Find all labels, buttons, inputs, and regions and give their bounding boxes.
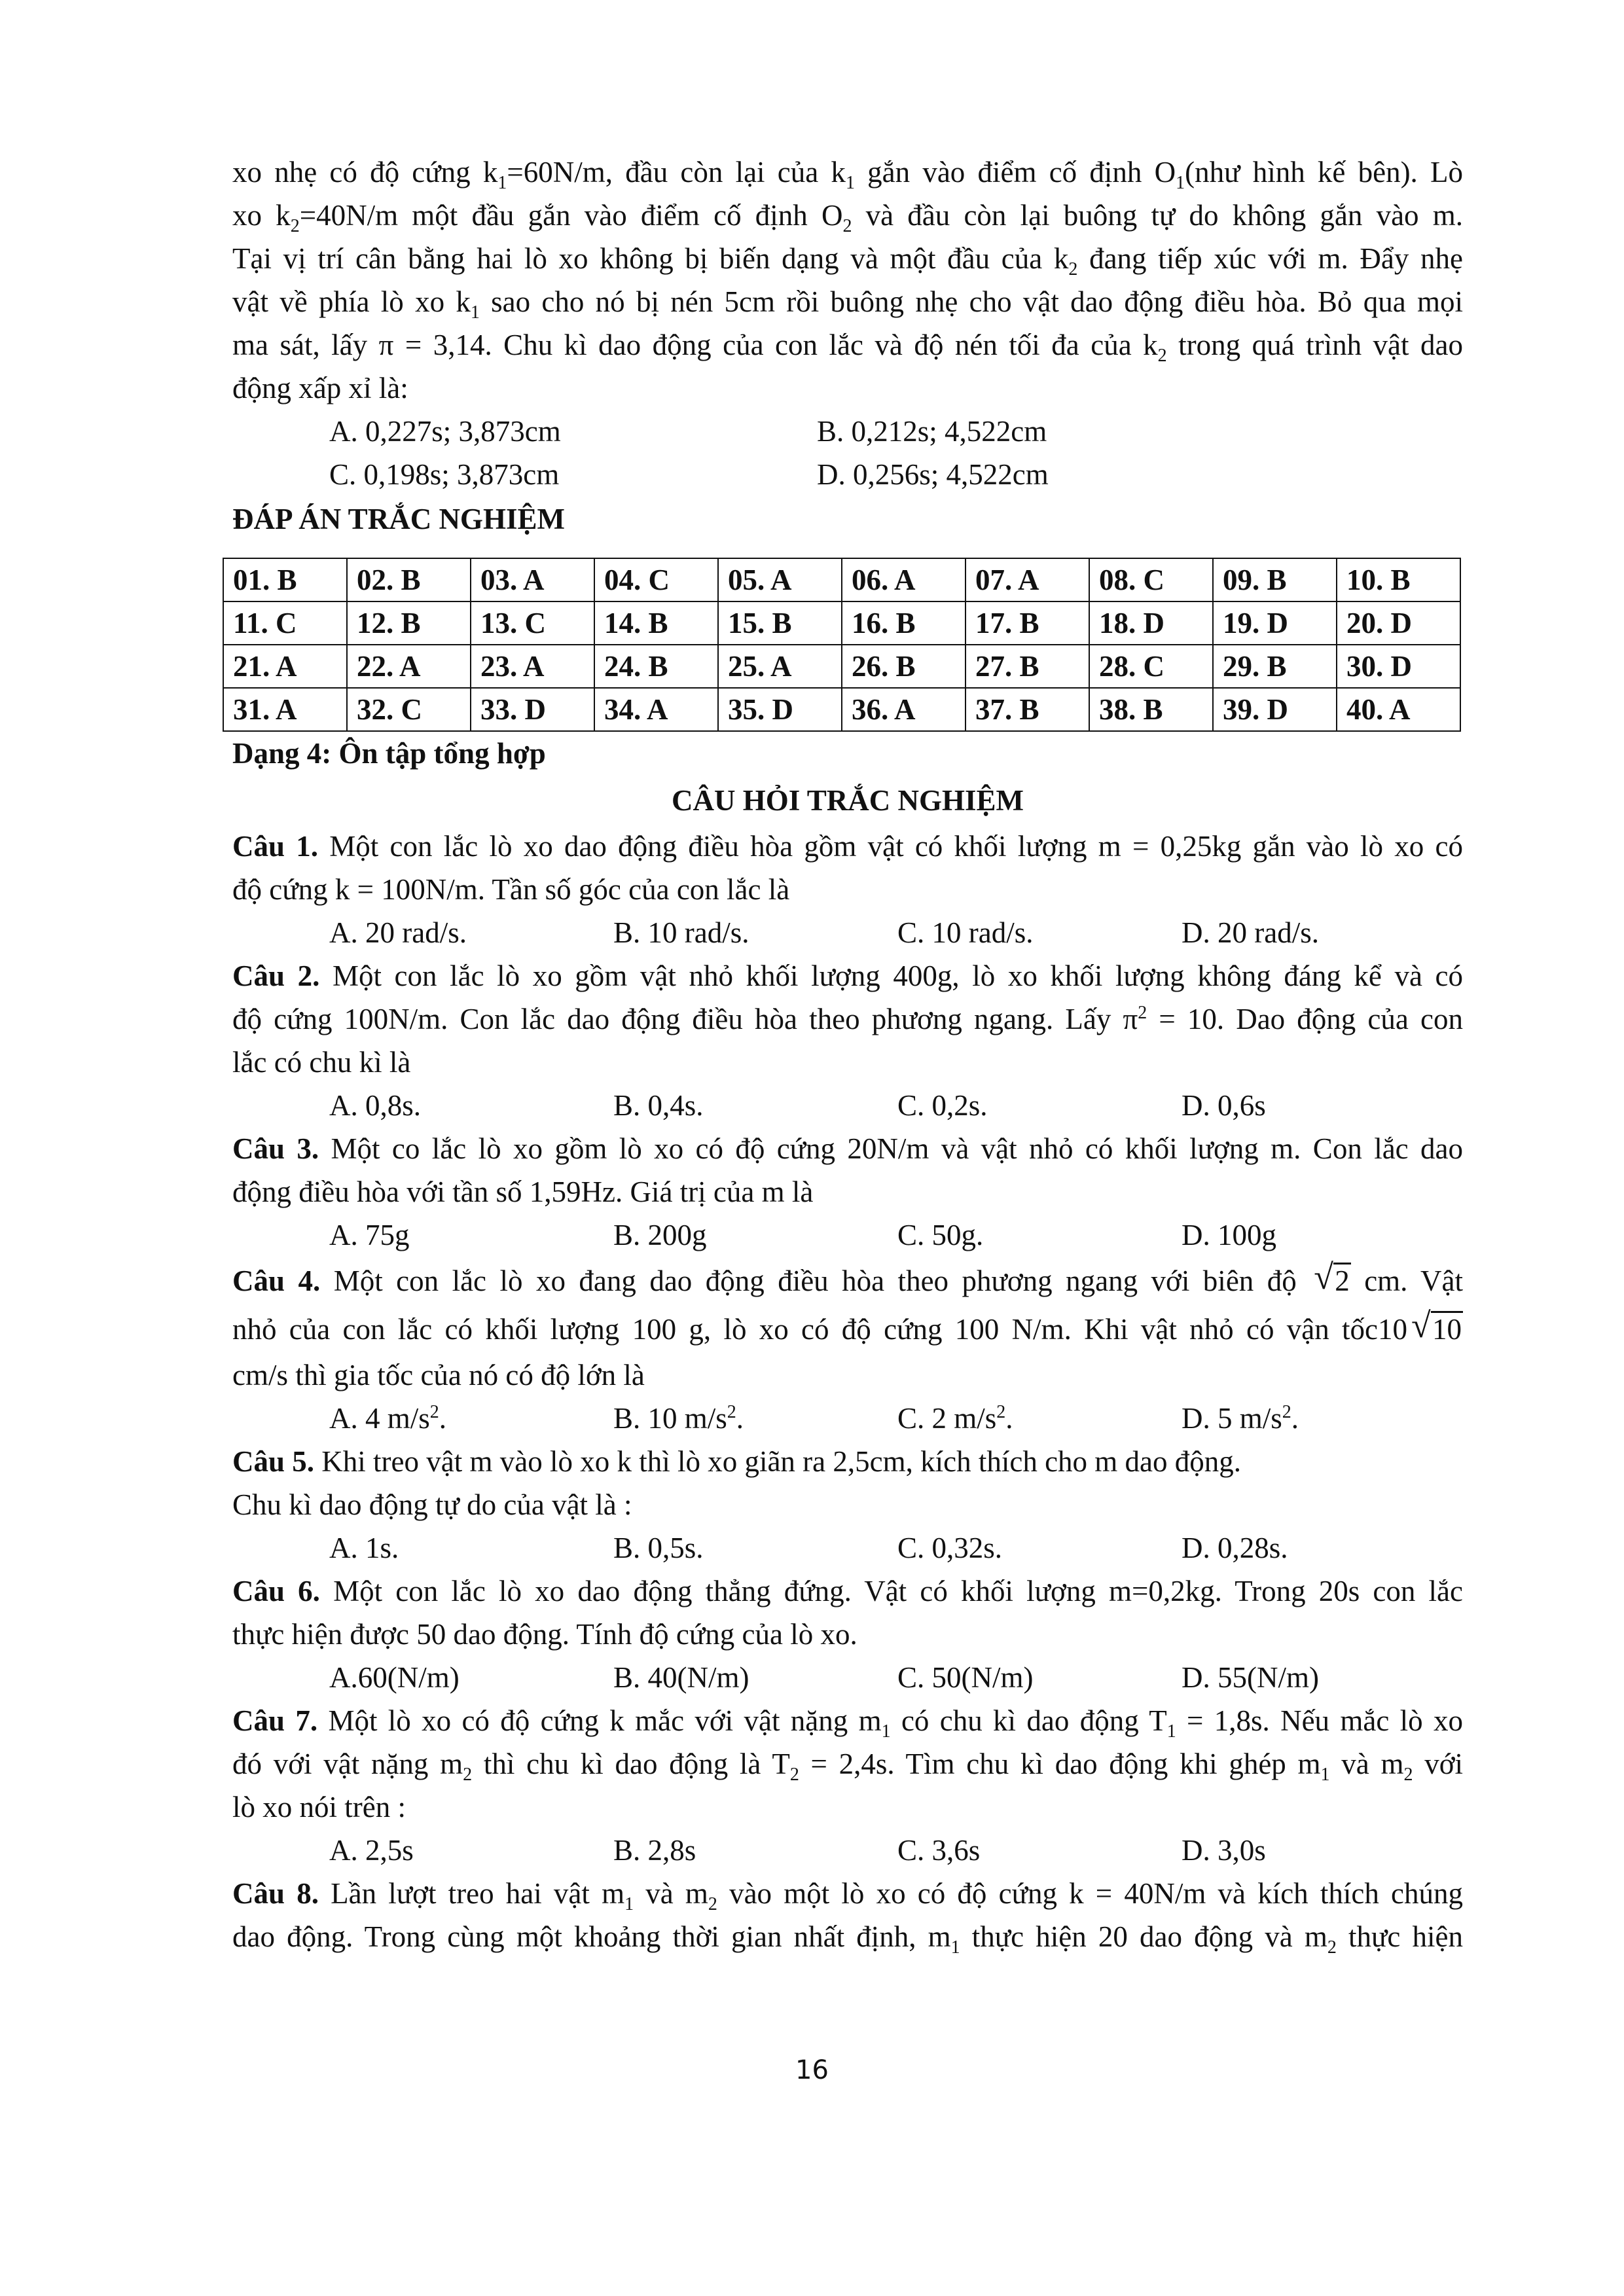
answer-key-cell: 29. B	[1213, 645, 1337, 688]
answer-key-cell: 21. A	[223, 645, 347, 688]
question-8-line-2: dao động. Trong cùng một khoảng thời gian nhất định, $m_1$ thực hiện 20 dao động và $m_2$ thực hiện	[232, 1920, 1463, 1958]
answer-key-cell: 06. A	[842, 558, 965, 601]
option-c[interactable]: C. 50(N/m)	[897, 1661, 1034, 1694]
page-number: 16	[795, 2055, 829, 2085]
option-d[interactable]: D. 5 $m/s^2$.	[1182, 1402, 1299, 1435]
intro-line-6: động xấp xỉ là:	[232, 372, 408, 404]
answer-key-cell: 31. A	[223, 688, 347, 731]
question-3-line-1: Câu 3. Một co lắc lò xo gồm lò xo có độ cứng 20N/m và vật nhỏ có khối lượng m. Con lắc dao	[232, 1132, 1463, 1165]
question-4-options	[232, 1397, 1463, 1440]
answer-key-cell: 37. B	[965, 688, 1089, 731]
question-7-line-3: lò xo nói trên :	[232, 1791, 406, 1823]
answer-key-cell: 12. B	[347, 601, 471, 645]
option-c[interactable]: C. 3,6s	[897, 1834, 981, 1867]
section-title: Dạng 4: Ôn tập tổng hợp	[232, 737, 546, 770]
answer-key-cell: 22. A	[347, 645, 471, 688]
option-d[interactable]: D. 55(N/m)	[1182, 1661, 1319, 1694]
option-d[interactable]: D. 3,0s	[1182, 1834, 1266, 1867]
question-6-line-2: thực hiện được 50 dao động. Tính độ cứng của lò xo.	[232, 1618, 857, 1651]
answer-key-cell: 30. D	[1337, 645, 1460, 688]
question-7-line-1: Câu 7. Một lò xo có độ cứng k mắc với vật nặng $m_1$ có chu kì dao động $T_1 = 1,8s$. Nếu mắc lò xo	[232, 1704, 1463, 1742]
answer-key-cell: 18. D	[1089, 601, 1213, 645]
question-4-line-1: Câu 4. Một con lắc lò xo đang dao động điều hòa theo phương ngang với biên độ √ 2 cm. Vật	[232, 1257, 1463, 1305]
answer-key-cell: 01. B	[223, 558, 347, 601]
answer-key-cell: 03. A	[471, 558, 594, 601]
question-3-options	[232, 1213, 1463, 1257]
option-b[interactable]: B. 10 $m/s^2$.	[613, 1402, 744, 1435]
answer-key-cell: 17. B	[965, 601, 1089, 645]
answer-key-cell: 27. B	[965, 645, 1089, 688]
option-c[interactable]: C. 2 $m/s^2$.	[897, 1402, 1013, 1435]
question-4-line-2: nhỏ của con lắc có khối lượng 100 g, lò xo có độ cứng 100 N/m. Khi vật nhỏ có vận tốc10√ 10	[232, 1305, 1463, 1354]
answer-key-cell: 32. C	[347, 688, 471, 731]
option-a[interactable]: A.60(N/m)	[329, 1661, 460, 1694]
option-a[interactable]: A. 20 rad/s.	[329, 916, 467, 949]
option-c[interactable]: C. 50g.	[897, 1219, 984, 1251]
answer-key-cell: 33. D	[471, 688, 594, 731]
answer-key-cell: 34. A	[594, 688, 718, 731]
option-b[interactable]: B. 0,4s.	[613, 1089, 704, 1122]
question-1-options	[232, 911, 1463, 954]
option-a[interactable]: A. 0,8s.	[329, 1089, 422, 1122]
answer-key-row	[223, 645, 1460, 688]
question-2-line-1: Câu 2. Một con lắc lò xo gồm vật nhỏ khối lượng 400g, lò xo khối lượng không đáng kể và có	[232, 960, 1463, 992]
answer-key-table	[223, 558, 1461, 732]
intro-options-row-1	[232, 410, 1463, 453]
option-b[interactable]: B. 0,212s; 4,522cm	[817, 415, 1047, 448]
option-d[interactable]: D. 0,28s.	[1182, 1532, 1288, 1564]
answer-key-cell: 02. B	[347, 558, 471, 601]
intro-options-row-2	[232, 453, 1463, 496]
answer-key-cell: 28. C	[1089, 645, 1213, 688]
option-d[interactable]: D. 20 rad/s.	[1182, 916, 1319, 949]
sqrt-10: √ 10	[1411, 1305, 1463, 1354]
question-1-line-1: Câu 1. Một con lắc lò xo dao động điều hòa gồm vật có khối lượng m = 0,25kg gắn vào lò xo có	[232, 830, 1463, 863]
intro-line-1: xo nhẹ có độ cứng $k_1=60N/m$, đầu còn lại của $k_1$ gắn vào điểm cố định $O_1(như$ hình kế bên). Lò	[232, 156, 1463, 193]
answer-key-cell: 25. A	[718, 645, 842, 688]
answer-key-cell: 15. B	[718, 601, 842, 645]
question-8-line-1: Câu 8. Lần lượt treo hai vật $m_1$ và $m_2$ vào một lò xo có độ cứng k = 40N/m và kích thích chúng	[232, 1877, 1463, 1914]
option-a[interactable]: A. 2,5s	[329, 1834, 414, 1867]
questions-title: CÂU HỎI TRẮC NGHIỆM	[672, 784, 1024, 817]
question-2-options	[232, 1084, 1463, 1127]
intro-line-3: Tại vị trí cân bằng hai lò xo không bị biến dạng và một đầu của $k_2$ đang tiếp xúc với m. Đẩy nhẹ	[232, 242, 1464, 279]
answer-key-cell: 24. B	[594, 645, 718, 688]
answer-key-cell: 35. D	[718, 688, 842, 731]
answer-key-cell: 10. B	[1337, 558, 1460, 601]
answer-key-cell: 36. A	[842, 688, 965, 731]
option-d[interactable]: D. 100g	[1182, 1219, 1276, 1251]
answer-key-cell: 40. A	[1337, 688, 1460, 731]
answer-key-cell: 20. D	[1337, 601, 1460, 645]
option-b[interactable]: B. 40(N/m)	[613, 1661, 749, 1694]
option-a[interactable]: A. 1s.	[329, 1532, 399, 1564]
answer-key-cell: 39. D	[1213, 688, 1337, 731]
option-b[interactable]: B. 0,5s.	[613, 1532, 704, 1564]
question-5-line-2: Chu kì dao động tự do của vật là :	[232, 1488, 632, 1521]
question-6-options	[232, 1656, 1463, 1699]
answer-key-cell: 38. B	[1089, 688, 1213, 731]
option-c[interactable]: C. 0,198s; 3,873cm	[329, 458, 560, 491]
question-3-line-2: động điều hòa với tần số 1,59Hz. Giá trị của m là	[232, 1175, 814, 1208]
option-c[interactable]: C. 10 rad/s.	[897, 916, 1034, 949]
answer-key-cell: 16. B	[842, 601, 965, 645]
question-6-line-1: Câu 6. Một con lắc lò xo dao động thẳng đứng. Vật có khối lượng m=0,2kg. Trong 20s con lắc	[232, 1575, 1463, 1607]
answer-key-cell: 04. C	[594, 558, 718, 601]
option-a[interactable]: A. 0,227s; 3,873cm	[329, 415, 561, 448]
question-1-line-2: độ cứng k = 100N/m. Tần số góc của con lắc là	[232, 873, 790, 906]
answer-key-cell: 14. B	[594, 601, 718, 645]
question-7-line-2: đó với vật nặng $m_2$ thì chu kì dao động là $T_2 = 2,4s$. Tìm chu kì dao động khi ghép $m_1$ và $m_2$ với	[232, 1748, 1463, 1785]
option-d[interactable]: D. 0,6s	[1182, 1089, 1266, 1122]
question-5-line-1: Câu 5. Khi treo vật m vào lò xo k thì lò xo giãn ra 2,5cm, kích thích cho m dao động.	[232, 1445, 1242, 1478]
intro-line-2: xo $k_2=40N/m$ một đầu gắn vào điểm cố định $O_2$ và đầu còn lại buông tự do không gắn vào m.	[232, 199, 1463, 236]
question-7-options	[232, 1829, 1463, 1872]
option-b[interactable]: B. 2,8s	[613, 1834, 696, 1867]
answer-key-cell: 08. C	[1089, 558, 1213, 601]
sqrt-2: √ 2	[1314, 1257, 1351, 1305]
option-b[interactable]: B. 200g	[613, 1219, 707, 1251]
option-a[interactable]: A. 4 $m/s^2$.	[329, 1402, 447, 1435]
option-d[interactable]: D. 0,256s; 4,522cm	[817, 458, 1049, 491]
question-4-line-3: cm/s thì gia tốc của nó có độ lớn là	[232, 1359, 645, 1391]
answer-key-cell: 19. D	[1213, 601, 1337, 645]
option-c[interactable]: C. 0,2s.	[897, 1089, 988, 1122]
answer-key-row	[223, 688, 1460, 731]
answer-key-cell: 09. B	[1213, 558, 1337, 601]
question-2-line-3: lắc có chu kì là	[232, 1046, 411, 1079]
answer-key-cell: 23. A	[471, 645, 594, 688]
answer-key-title: ĐÁP ÁN TRẮC NGHIỆM	[232, 503, 565, 535]
intro-line-4: vật về phía lò xo $k_1$ sao cho nó bị nén 5cm rồi buông nhẹ cho vật dao động điều hòa. Bỏ qua mọi	[232, 285, 1463, 323]
page-content	[232, 151, 1463, 1958]
answer-key-cell: 26. B	[842, 645, 965, 688]
option-c[interactable]: C. 0,32s.	[897, 1532, 1003, 1564]
answer-key-cell: 05. A	[718, 558, 842, 601]
option-a[interactable]: A. 75g	[329, 1219, 410, 1251]
question-5-options	[232, 1526, 1463, 1570]
question-2-line-2: độ cứng 100N/m. Con lắc dao động điều hòa theo phương ngang. Lấy $\pi^2 = 10$. Dao động của con	[232, 1003, 1463, 1035]
answer-key-row	[223, 601, 1460, 645]
option-b[interactable]: B. 10 rad/s.	[613, 916, 749, 949]
answer-key-cell: 07. A	[965, 558, 1089, 601]
intro-line-5: ma sát, lấy π = 3,14. Chu kì dao động của con lắc và độ nén tối đa của $k_2$ trong quá trình vật dao	[232, 329, 1463, 366]
answer-key-cell: 13. C	[471, 601, 594, 645]
answer-key-row	[223, 558, 1460, 601]
answer-key-cell: 11. C	[223, 601, 347, 645]
